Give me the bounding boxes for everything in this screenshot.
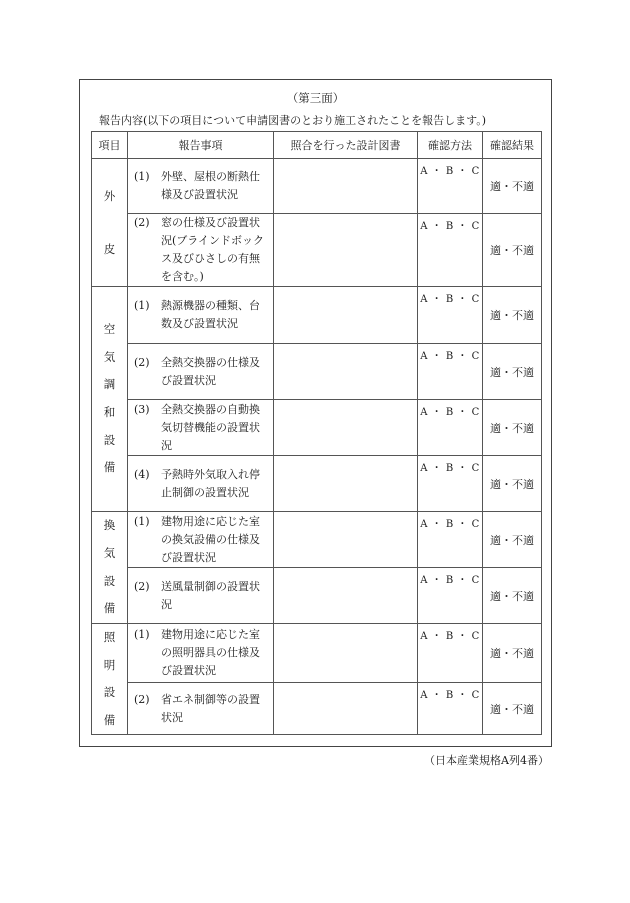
header-category: 項目 xyxy=(92,132,128,159)
category-char: 換 xyxy=(103,518,116,533)
result-options[interactable]: 適・不適 xyxy=(483,159,542,214)
item-text: 全熱交換器の自動換気切替機能の設置状況 xyxy=(161,402,260,452)
header-result: 確認結果 xyxy=(483,132,542,159)
item-number: (2) xyxy=(134,692,150,706)
item-number: (2) xyxy=(134,216,150,229)
form-frame xyxy=(79,79,552,747)
report-item-cell xyxy=(128,682,274,735)
method-options[interactable]: A ・ B ・ C xyxy=(418,456,483,512)
design-docs-field[interactable] xyxy=(274,568,418,624)
category-char: 設 xyxy=(103,432,116,447)
report-item-cell xyxy=(128,287,274,344)
category-char: 気 xyxy=(103,349,116,364)
table-row xyxy=(92,400,542,456)
category-cell xyxy=(92,624,128,735)
method-options[interactable]: A ・ B ・ C xyxy=(418,682,483,735)
design-docs-field[interactable] xyxy=(274,159,418,214)
result-options[interactable]: 適・不適 xyxy=(483,568,542,624)
category-char: 明 xyxy=(103,657,116,672)
table-row xyxy=(92,512,542,568)
design-docs-field[interactable] xyxy=(274,400,418,456)
design-docs-field[interactable] xyxy=(274,624,418,683)
method-options[interactable]: A ・ B ・ C xyxy=(418,214,483,287)
method-options[interactable]: A ・ B ・ C xyxy=(418,344,483,400)
paper-size-note: （日本産業規格A列4番） xyxy=(424,754,549,767)
result-options[interactable]: 適・不適 xyxy=(483,512,542,568)
report-item-cell xyxy=(128,624,274,683)
item-text: 熱源機器の種類、台数及び設置状況 xyxy=(161,299,260,330)
item-number: (1) xyxy=(134,514,150,528)
category-char: 空 xyxy=(103,322,116,337)
result-options[interactable]: 適・不適 xyxy=(483,624,542,683)
category-cell xyxy=(92,287,128,512)
item-text: 全熱交換器の仕様及び設置状況 xyxy=(161,355,260,387)
design-docs-field[interactable] xyxy=(274,344,418,400)
page-label: （第三面） xyxy=(286,91,345,105)
category-char: 照 xyxy=(103,630,116,644)
item-number: (1) xyxy=(134,299,150,312)
item-number: (2) xyxy=(134,355,150,369)
result-options[interactable]: 適・不適 xyxy=(483,344,542,400)
header-row xyxy=(92,132,542,159)
report-table xyxy=(91,131,542,735)
category-char: 皮 xyxy=(103,241,116,256)
result-options[interactable]: 適・不適 xyxy=(483,214,542,287)
method-options[interactable]: A ・ B ・ C xyxy=(418,400,483,456)
report-item-cell xyxy=(128,214,274,287)
item-number: (1) xyxy=(134,170,150,183)
category-char: 備 xyxy=(103,601,116,616)
category-cell xyxy=(92,159,128,287)
report-item-cell xyxy=(128,568,274,624)
item-text: 建物用途に応じた室の照明器具の仕様及び設置状況 xyxy=(161,627,260,677)
report-item-cell xyxy=(128,344,274,400)
result-options[interactable]: 適・不適 xyxy=(483,682,542,735)
report-item-cell xyxy=(128,400,274,456)
item-text: 窓の仕様及び設置状況(ブラインドボックス及びひさしの有無を含む。) xyxy=(161,216,264,283)
header-design-docs: 照合を行った設計図書 xyxy=(274,132,418,159)
category-char: 和 xyxy=(103,405,116,419)
report-item-cell xyxy=(128,159,274,214)
report-item-cell xyxy=(128,456,274,512)
table-row xyxy=(92,159,542,214)
intro-text: 報告内容(以下の項目について申請図書のとおり施工されたことを報告します。) xyxy=(99,114,486,127)
header-item: 報告事項 xyxy=(128,132,274,159)
method-options[interactable]: A ・ B ・ C xyxy=(418,624,483,683)
design-docs-field[interactable] xyxy=(274,512,418,568)
design-docs-field[interactable] xyxy=(274,214,418,287)
method-options[interactable]: A ・ B ・ C xyxy=(418,287,483,344)
design-docs-field[interactable] xyxy=(274,456,418,512)
item-number: (4) xyxy=(134,467,150,481)
table-row xyxy=(92,568,542,624)
category-char: 備 xyxy=(103,460,116,475)
item-text: 建物用途に応じた室の換気設備の仕様及び設置状況 xyxy=(161,514,260,564)
category-char: 調 xyxy=(103,377,116,392)
item-text: 省エネ制御等の設置状況 xyxy=(161,692,260,724)
category-char: 設 xyxy=(103,685,116,700)
result-options[interactable]: 適・不適 xyxy=(483,400,542,456)
table-row xyxy=(92,344,542,400)
result-options[interactable]: 適・不適 xyxy=(483,456,542,512)
item-text: 送風量制御の設置状況 xyxy=(161,579,260,611)
item-number: (2) xyxy=(134,579,150,593)
category-cell xyxy=(92,512,128,624)
method-options[interactable]: A ・ B ・ C xyxy=(418,159,483,214)
item-text: 予熱時外気取入れ停止制御の設置状況 xyxy=(161,467,260,499)
report-item-cell xyxy=(128,512,274,568)
item-text: 外壁、屋根の断熱仕様及び設置状況 xyxy=(161,170,260,201)
table-row xyxy=(92,682,542,735)
category-char: 備 xyxy=(103,712,116,727)
category-char: 気 xyxy=(103,545,116,560)
table-row xyxy=(92,456,542,512)
method-options[interactable]: A ・ B ・ C xyxy=(418,512,483,568)
table-row xyxy=(92,287,542,344)
table-row xyxy=(92,624,542,683)
category-char: 外 xyxy=(103,188,116,203)
design-docs-field[interactable] xyxy=(274,682,418,735)
category-char: 設 xyxy=(103,573,116,588)
report-body xyxy=(92,159,542,735)
result-options[interactable]: 適・不適 xyxy=(483,287,542,344)
item-number: (3) xyxy=(134,402,150,416)
method-options[interactable]: A ・ B ・ C xyxy=(418,568,483,624)
header-method: 確認方法 xyxy=(418,132,483,159)
item-number: (1) xyxy=(134,627,150,641)
design-docs-field[interactable] xyxy=(274,287,418,344)
table-row xyxy=(92,214,542,287)
